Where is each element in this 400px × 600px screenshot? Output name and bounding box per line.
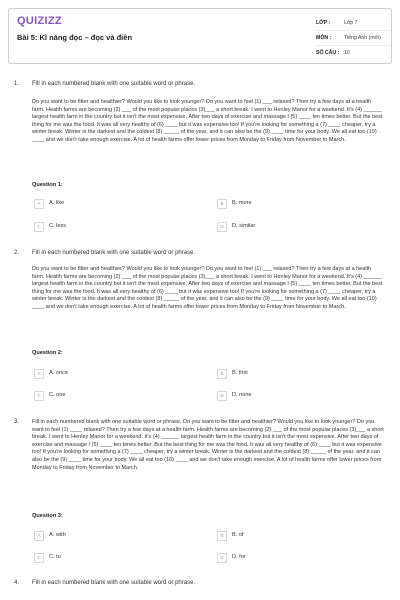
answer-option-b[interactable] <box>217 198 367 210</box>
question-instruction: Fill in each numbered blank with one suitable word or phrase. <box>32 250 196 256</box>
option-text: B. first <box>232 370 248 377</box>
meta-row-class <box>316 16 391 31</box>
worksheet-title: Bài 5: Kĩ năng đọc – đọc và điền <box>17 33 133 42</box>
answer-option-b[interactable] <box>217 368 367 380</box>
answer-option-c[interactable] <box>34 221 184 233</box>
option-text: A. once <box>49 370 68 377</box>
option-text: A. with <box>49 532 66 539</box>
meta-row-subject <box>316 31 391 46</box>
option-text: B. more <box>232 200 252 207</box>
quizizz-logo: QUIZIZZ <box>17 15 62 27</box>
worksheet-meta <box>316 16 391 60</box>
meta-value: 10 <box>344 50 350 56</box>
answer-option-c[interactable] <box>34 552 184 564</box>
reading-passage: Do you want to be fitter and healthier? Would you like to look younger? Do you want to feel (1) ___ relaxed? Then try a few days at a health farm. Health farms are becoming (2) ___ of the most popular places (3)___ a short break. I went to Henley Manor for a weekend. It's (4) ______ largest health farm in the country but it isn't the most expensive. After two days of exercise and massage I (5) ____ ten times better. But the best thing for me was the food. It was all very healthy of (6) ____ but it was expensive too! If you're looking for something a (7) ____ cheaper, try a winter break. Winter is the darkest and the coldest (8) _____ of the year, and it can also be the (9) ____ time for your body. We all eat too (10) ____ and we don't take enough exercise. A lot of health farms offer lower prices from Monday to Friday from November to March. <box>32 266 383 310</box>
meta-key: MÔN : <box>316 35 332 41</box>
option-letter-box: C <box>34 391 44 401</box>
answer-option-d[interactable] <box>217 552 367 564</box>
option-letter-box: D <box>217 391 227 401</box>
option-letter-box: B <box>217 531 227 541</box>
question-instruction: Fill in each numbered blank with one suitable word or phrase. <box>32 580 196 586</box>
question-number: 1. <box>14 81 20 87</box>
question-label: Question 2: <box>32 350 63 356</box>
option-letter-box: C <box>34 553 44 563</box>
question-instruction: Fill in each numbered blank with one suitable word or phrase. <box>32 81 196 87</box>
answer-option-c[interactable] <box>34 390 184 402</box>
answer-option-d[interactable] <box>217 221 367 233</box>
meta-value: Lớp 7 <box>344 20 358 26</box>
question-number: 3. <box>14 419 20 425</box>
question-block-1 <box>14 81 386 241</box>
question-label: Question 3: <box>32 513 63 519</box>
option-text: A. like <box>49 200 65 207</box>
option-letter-box: B <box>217 199 227 209</box>
option-text: B. of <box>232 532 244 539</box>
question-block-2 <box>14 250 386 410</box>
question-block-4 <box>14 580 386 598</box>
meta-row-count <box>316 46 391 60</box>
meta-key: LỚP : <box>316 20 331 26</box>
option-letter-box: D <box>217 222 227 232</box>
question-number: 2. <box>14 250 20 256</box>
option-text: C. less <box>49 223 67 230</box>
question-block-3 <box>14 419 386 574</box>
option-text: C. to <box>49 554 61 561</box>
reading-passage: Fill in each numbered blank with one suitable word or phrase. Do you want to be fitter and healthier? Would you like to look younger? Do you want to feel (1) ____ relaxed? Then try a few days at a health farm. Health farms are becoming (2) ___ of the most popular places (3)___ a short break. I went to Henley Manor for a weekend. It's (4) ______ largest health farm in the country but it isn't the most expensive. After two days of exercise and massage I (5) ____ ten times better. But the best thing for me was the food. It was all very healthy of (6) ____ but it was expensive too! If you're looking for something a (7) ____ cheaper, try a winter break. Winter is the darkest and the coldest (8) _____ of the year, and it can also be the (9) ____ time for your body. We all eat too (10) ____ and we don't take enough exercise. A lot of health farms offer lower prices from Monday to Friday from November to March. <box>32 419 384 471</box>
option-letter-box: D <box>217 553 227 563</box>
answer-option-a[interactable] <box>34 530 184 542</box>
option-text: D. none <box>232 392 252 399</box>
worksheet-header <box>8 8 392 64</box>
option-letter-box: C <box>34 222 44 232</box>
option-letter-box: A <box>34 531 44 541</box>
answer-option-a[interactable] <box>34 198 184 210</box>
option-letter-box: B <box>217 369 227 379</box>
answer-option-d[interactable] <box>217 390 367 402</box>
answer-option-b[interactable] <box>217 530 367 542</box>
option-text: D. for <box>232 554 246 561</box>
reading-passage: Do you want to be fitter and healthier? Would you like to look younger? Do you want to feel (1) ___ relaxed? Then try a few days at a health farm. Health farms are becoming (2) ___ of the most popular places (3)___ a short break. I went to Henley Manor for a weekend. It's (4) ______ largest health farm in the country but it isn't the most expensive. After two days of exercise and massage I (5) ____ ten times better. But the best thing for me was the food. It was all very healthy of (6) ____ but it was expensive too! If you're looking for something a (7) ____ cheaper, try a winter break. Winter is the darkest and the coldest (8) _____ of the year, and it can also be the (9) ____ time for your body. We all eat too (10) ____ and we don't take enough exercise. A lot of health farms offer lower prices from Monday to Friday from November to March. <box>32 99 383 143</box>
option-letter-box: A <box>34 369 44 379</box>
option-text: D. similar <box>232 223 256 230</box>
meta-key: SỐ CÂU : <box>316 50 340 56</box>
question-label: Question 1: <box>32 182 63 188</box>
option-letter-box: A <box>34 199 44 209</box>
option-text: C. one <box>49 392 66 399</box>
meta-value: Tiếng Anh (mới) <box>344 35 381 41</box>
answer-option-a[interactable] <box>34 368 184 380</box>
question-number: 4. <box>14 580 20 586</box>
